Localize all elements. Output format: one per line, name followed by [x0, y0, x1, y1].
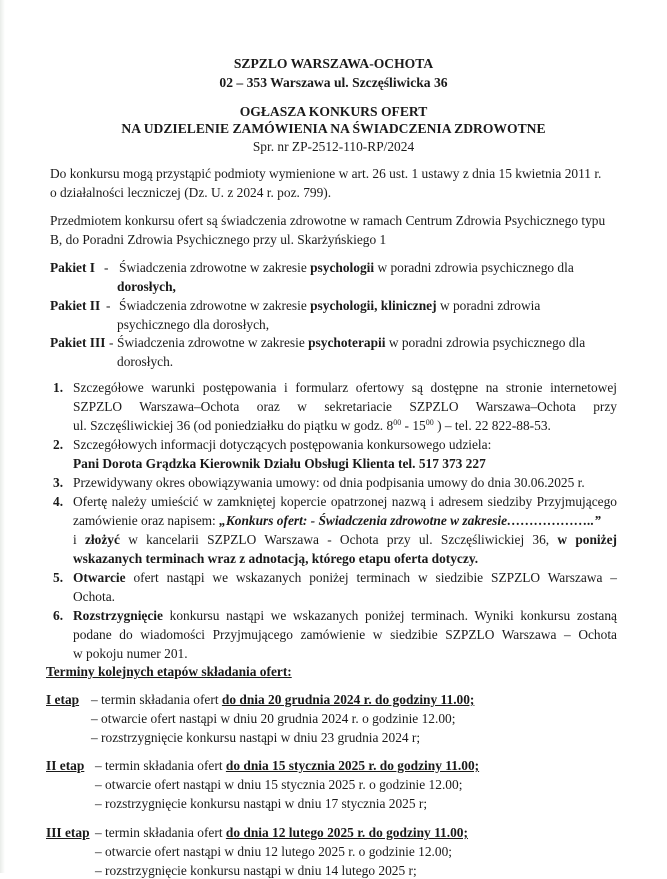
org-address: 02 – 353 Warszawa ul. Szczęśliwicka 36 — [219, 75, 448, 90]
intro-line2: o działalności leczniczej (Dz. U. z 2024 r. poz. 799). — [50, 185, 332, 200]
case-number: Spr. nr ZP-2512-110-RP/2024 — [252, 139, 415, 154]
stage-deadline: – termin składania ofert do dnia 20 grudnia 2024 r. do godziny 11.00; — [91, 692, 475, 707]
item-4-line4: wskazanych terminach wraz z adnotacją, którego etapu oferta dotyczy. — [73, 551, 479, 566]
item-2-line1: Szczegółowych informacji dotyczących postępowania konkursowego udziela: — [73, 437, 492, 452]
package-description: Świadczenia zdrowotne w zakresie psychologii, klinicznej w poradni zdrowia — [119, 298, 541, 313]
item-6-line1: Rozstrzygnięcie konkursu nastąpi we wskazanych poniżej terminach. Wyniki konkursu zostaną — [73, 608, 617, 623]
package-separator: - — [104, 260, 109, 275]
item-4-line3: i złożyć w kancelarii SZPZLO Warszawa - Ochota przy ul. Szczęśliwickiej 36, w poniżej — [73, 532, 617, 547]
item-1-line3: ul. Szczęśliwickiej 36 (od poniedziałku do piątku w godz. $8^{00} - 15^{00}$ ) – tel. 22 822-88-53. — [73, 418, 551, 433]
subject-line2: B, do Poradni Zdrowia Psychicznego przy ul. Skarżyńskiego 1 — [50, 232, 387, 247]
item-2-contact: Pani Dorota Grądzka Kierownik Działu Obsługi Klienta tel. 517 373 227 — [73, 456, 486, 471]
stage-deadline: – termin składania ofert do dnia 12 lutego 2025 r. do godziny 11.00; — [95, 825, 468, 840]
org-name: SZPZLO WARSZAWA-OCHOTA — [233, 56, 434, 71]
item-number: 1. — [53, 380, 64, 395]
stage-resolution: – rozstrzygnięcie konkursu nastąpi w dniu 17 stycznia 2025 r; — [95, 796, 428, 811]
item-6-line2: podane do wiadomości Przyjmującego zamówienie w siedzibie SZPZLO Warszawa – Ochota — [73, 627, 617, 642]
stage-opening: – otwarcie ofert nastąpi w dniu 12 lutego 2025 r. o godzinie 12.00; — [95, 844, 453, 859]
stage-resolution: – rozstrzygnięcie konkursu nastąpi w dniu 23 grudnia 2024 r; — [91, 730, 421, 745]
item-5-line2: Ochota. — [73, 589, 116, 604]
item-number: 5. — [53, 570, 64, 585]
package-description-cont: dorosłych. — [117, 354, 174, 369]
stage-label: II etap — [46, 758, 85, 773]
item-1-line1: Szczegółowe warunki postępowania i formularz ofertowy są dostępne na stronie internetowej — [73, 380, 617, 395]
schedule-heading: Terminy kolejnych etapów składania ofert: — [46, 664, 292, 679]
package-description-cont: dorosłych, — [117, 279, 176, 294]
stage-deadline: – termin składania ofert do dnia 15 stycznia 2025 r. do godziny 11.00; — [95, 758, 480, 773]
package-label: Pakiet I — [50, 260, 96, 275]
package-description-cont: psychicznego dla dorosłych, — [117, 317, 270, 332]
stage-opening: – otwarcie ofert nastąpi w dniu 15 stycznia 2025 r. o godzinie 12.00; — [95, 777, 463, 792]
stage-opening: – otwarcie ofert nastąpi w dniu 20 grudnia 2024 r. o godzinie 12.00; — [91, 711, 456, 726]
stage-resolution: – rozstrzygnięcie konkursu nastąpi w dniu 14 lutego 2025 r; — [95, 863, 417, 878]
package-label: Pakiet II — [50, 298, 101, 313]
package-separator: - — [109, 335, 114, 350]
item-number: 4. — [53, 494, 64, 509]
stage-label: I etap — [46, 692, 80, 707]
package-separator: - — [106, 298, 111, 313]
item-5-line1: Otwarcie ofert nastąpi we wskazanych poniżej terminach w siedzibie SZPZLO Warszawa – — [73, 570, 617, 585]
item-4-line2: zamówienie oraz napisem: „Konkurs ofert: - Świadczenia zdrowotne w zakresie………………..” — [73, 513, 601, 528]
item-number: 2. — [53, 437, 64, 452]
announcement-title-line1: OGŁASZA KONKURS OFERT — [239, 104, 428, 119]
item-6-line3: w pokoju numer 201. — [73, 646, 188, 661]
intro-line1: Do konkursu mogą przystąpić podmioty wymienione w art. 26 ust. 1 ustawy z dnia 15 kwietnia 2011 r. — [50, 166, 602, 181]
item-4-line1: Ofertę należy umieścić w zamkniętej kopercie opatrzonej nazwą i adresem siedziby Przyjmującego — [73, 494, 617, 509]
announcement-title-line2: NA UDZIELENIE ZAMÓWIENIA NA ŚWIADCZENIA ZDROWOTNE — [121, 121, 546, 136]
stage-label: III etap — [46, 825, 90, 840]
package-label: Pakiet III — [50, 335, 106, 350]
package-description: Świadczenia zdrowotne w zakresie psychologii w poradni zdrowia psychicznego dla — [119, 260, 574, 275]
item-1-line2: SZPZLO Warszawa–Ochota oraz w sekretariacie SZPZLO Warszawa–Ochota przy — [73, 399, 617, 414]
package-description: Świadczenia zdrowotne w zakresie psychoterapii w poradni zdrowia psychicznego dla — [117, 335, 586, 350]
item-number: 3. — [53, 475, 64, 490]
item-3-line1: Przewidywany okres obowiązywania umowy: od dnia podpisania umowy do dnia 30.06.2025 r. — [73, 475, 585, 490]
item-number: 6. — [53, 608, 64, 623]
subject-line1: Przedmiotem konkursu ofert są świadczenia zdrowotne w ramach Centrum Zdrowia Psychicznego typu — [50, 213, 606, 228]
